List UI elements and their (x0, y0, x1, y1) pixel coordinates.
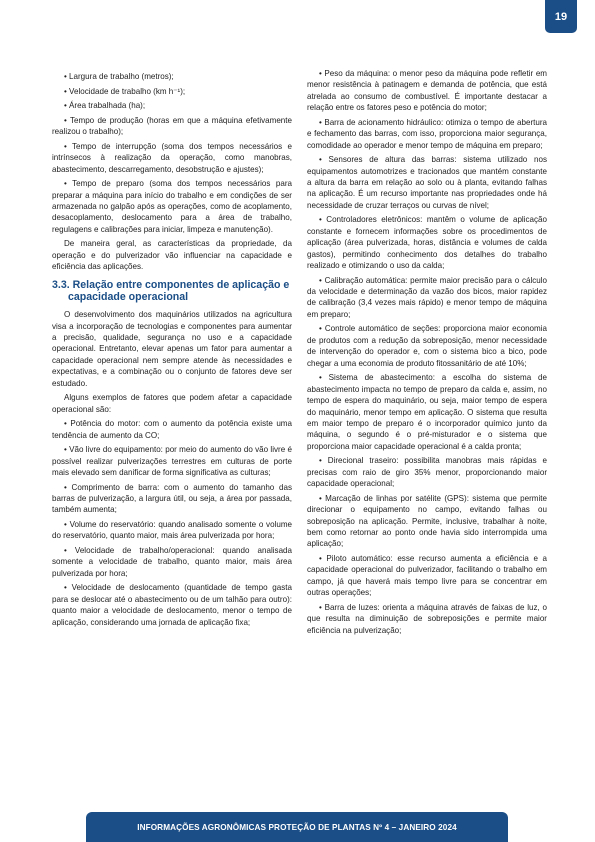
bullet-item: • Velocidade de trabalho/operacional: quando analisada somente a velocidade de trabalho, quanto maior, mais área pulverizada por hora; (52, 546, 292, 578)
bullet-item: • Calibração automática: permite maior precisão para o cálculo da velocidade e determinação da vazão dos bicos, maior rapidez de calibração (3,4 vezes mais rápido) e menor tempo de máquina em preparo; (307, 275, 547, 319)
bullet-item: • Sensores de altura das barras: sistema utilizado nos equipamentos automotrizes e tracionados que mantém constante a altura da barra em relação ao solo ou à planta, evitando falhas na aplicação. É um recurso importante nas propriedades onde há necessidade de cruzar terraços ou curvas de nível; (307, 155, 547, 210)
bullet-item: • Velocidade de trabalho (km h⁻¹); (64, 86, 186, 96)
bullet-item: • Potência do motor: com o aumento da potência existe uma tendência de aumento da CO; (52, 419, 292, 440)
bullet-item: • Direcional traseiro: possibilita manobras mais rápidas e precisas com raio de giro 35% menor, proporcionando maior capacidade operacional; (307, 456, 547, 489)
body-paragraph: De maneira geral, as características da propriedade, da operação e do pulverizador vão influenciar na capacidade e eficiência das aplicações. (52, 239, 292, 272)
bullet-item: • Peso da máquina: o menor peso da máquina pode refletir em menor resistência à patinagem e demanda de potência, que está atrelada ao consumo de combustível. É importante destacar a relação entre os fatores peso e potência do motor; (307, 69, 547, 113)
bullet-item: • Tempo de preparo (soma dos tempos necessários para preparar a máquina para início do trabalho e em condições de ser armazenada no galpão após as operações, como de acoplamento, desacoplamento, deslocamento para a área de trabalho, regulagens e calibrações para iniciar, limpeza e manutenção). (52, 179, 292, 234)
bullet-item: • Vão livre do equipamento: por meio do aumento do vão livre é possível realizar pulverizações terrestres em culturas de porte mais elevado sem danificar de forma significativa as culturas; (52, 445, 292, 478)
bullet-item: • Área trabalhada (ha); (64, 101, 146, 111)
bullet-item: • Sistema de abastecimento: a escolha do sistema de abastecimento impacta no tempo de preparo da calda e, assim, no tempo de espera do maquinário, ou seja, maior tempo de espera do maquinário, menor tempo em aplicação. O sistema que resulta em maior tempo de preparo é o incorporador químico junto da máquina, o segundo é o pré-misturador e o sistema que proporciona maior capacidade operacional é a calda pronta; (307, 373, 547, 451)
bullet-item: • Barra de luzes: orienta a máquina através de faixas de luz, o que resulta na diminuição de sobreposições e permite maior eficiência na pulverização; (307, 602, 547, 635)
right-column (307, 68, 547, 639)
bullet-item: • Controladores eletrônicos: mantêm o volume de aplicação constante e fornecem informações sobre os procedimentos de aplicação (área pulverizada, horas, distância e volumes de calda gastos), permitindo conhecimento dos detalhes do trabalho realizado e otimizando o uso da calda; (307, 215, 547, 271)
section-heading: 3.3. Relação entre componentes de aplicação e capacidade operacional (52, 278, 290, 304)
bullet-item: • Controle automático de seções: proporciona maior economia de produtos com a redução da sobreposição, menor necessidade de intervenção do operador e, com o sistema bico a bico, pode chegar a uma economia de produto fitossanitário de até 10%; (307, 324, 547, 368)
left-column (52, 68, 292, 631)
bullet-item: • Tempo de interrupção (soma dos tempos necessários e intrínsecos à realização da operação, como manobras, abastecimento, descarregamento, desobstrução e ajustes); (52, 141, 292, 174)
bullet-item: • Largura de trabalho (metros); (64, 72, 174, 81)
bullet-item: • Piloto automático: esse recurso aumenta a eficiência e a capacidade operacional do pulverizador, facilitando o trabalho em campo, já que haverá mais tempo livre para se concentrar em outras operações; (307, 553, 547, 598)
bullet-item: • Marcação de linhas por satélite (GPS): sistema que permite direcionar o equipamento no campo, evitando falhas ou sobreposição na aplicação. Permite, inclusive, trabalhar à noite, bem como retornar ao ponto onde havia sido interrompida uma aplicação; (307, 493, 547, 549)
bullet-item: • Comprimento de barra: com o aumento do tamanho das barras de pulverização, a largura útil, ou seja, a área por passada, também aumenta; (52, 482, 292, 515)
page-number-badge: 19 (545, 0, 577, 33)
footer-banner: INFORMAÇÕES AGRONÔMICAS PROTEÇÃO DE PLANTAS Nº 4 – JANEIRO 2024 (86, 812, 508, 842)
body-paragraph: Alguns exemplos de fatores que podem afetar a capacidade operacional são: (52, 393, 292, 414)
bullet-item: • Volume do reservatório: quando analisado somente o volume do reservatório, quanto maior, mais área pulverizada por hora; (52, 520, 292, 541)
bullet-item: • Tempo de produção (horas em que a máquina efetivamente realizou o trabalho); (52, 115, 292, 137)
bullet-item: • Barra de acionamento hidráulico: otimiza o tempo de abertura e fechamento das barras, com isso, proporciona maior segurança, comodidade ao operador e menor tempo de máquina em preparo; (307, 117, 547, 150)
body-paragraph: O desenvolvimento dos maquinários utilizados na agricultura visa a incorporação de tecnologias e componentes para aumentar a precisão, qualidade, segurança no uso e a capacidade operacional. Entretanto, elevar apenas um fator para aumentar a capacidade operacional nem sempre atende às necessidades e expectativas, e a combinação ou o conjunto de fatores deve ser estudado. (52, 310, 292, 388)
bullet-item: • Velocidade de deslocamento (quantidade de tempo gasta para se deslocar até o abastecimento ou de um talhão para outro): quanto maior a velocidade de deslocamento, menor o tempo de aplicação, considerando uma jornada de aplicação fixa; (52, 583, 292, 627)
